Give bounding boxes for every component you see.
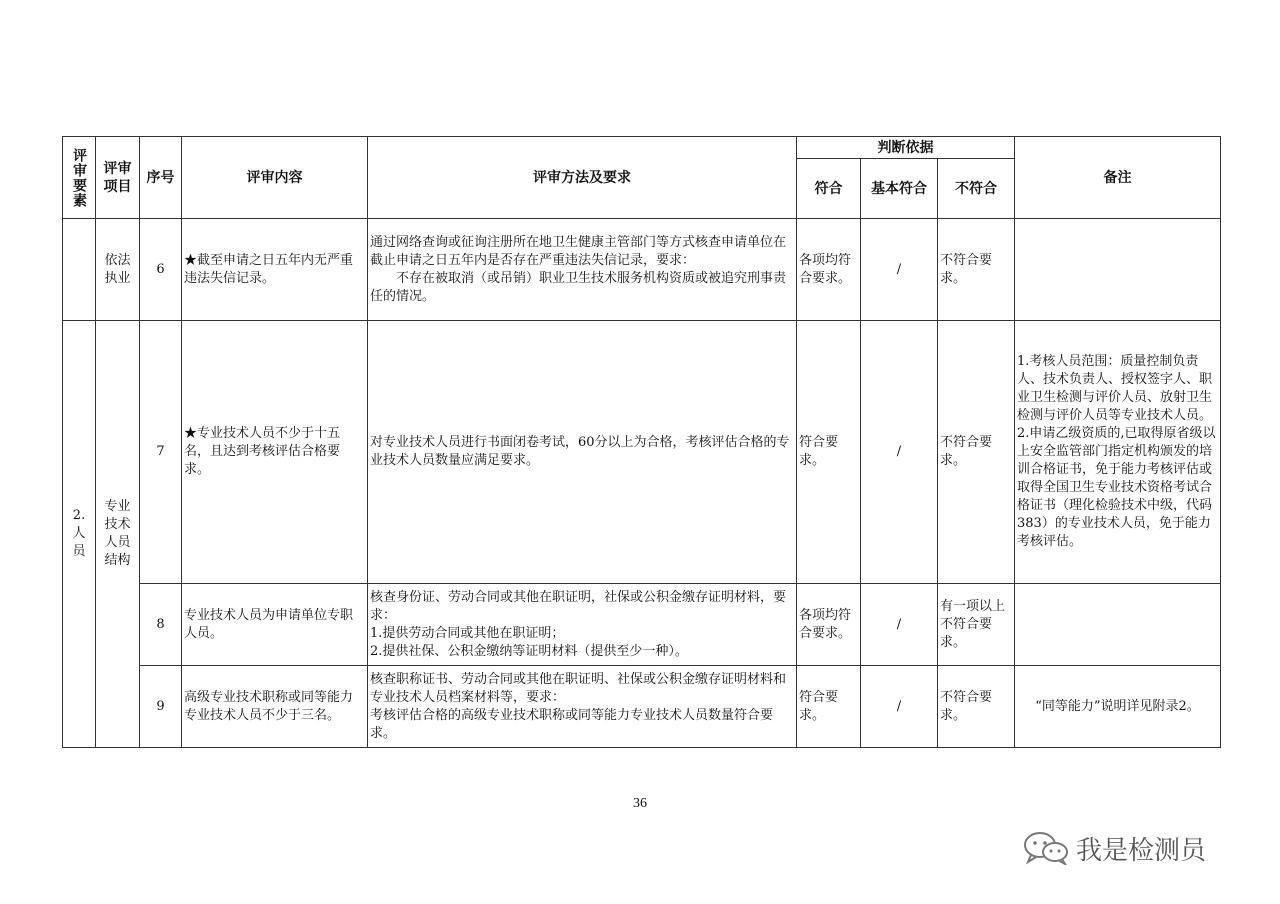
row7-method: 对专业技术人员进行书面闭卷考试，60分以上为合格，考核评估合格的专业技术人员数量应满足要求。 bbox=[368, 321, 797, 584]
header-element-text: 评审要素 bbox=[71, 147, 87, 208]
row8-seq: 8 bbox=[140, 584, 182, 666]
row9-remark: “同等能力”说明详见附录2。 bbox=[1015, 666, 1221, 748]
element-personnel-text: 2.人员 bbox=[72, 508, 86, 559]
row6-conform: 各项均符合要求。 bbox=[797, 219, 861, 321]
wechat-icon bbox=[1022, 831, 1070, 865]
header-basic-conform: 基本符合 bbox=[861, 159, 938, 219]
row9-nonconform: 不符合要求。 bbox=[938, 666, 1015, 748]
table-row bbox=[63, 666, 1221, 748]
row6-nonconform: 不符合要求。 bbox=[938, 219, 1015, 321]
row9-conform: 符合要求。 bbox=[797, 666, 861, 748]
row8-method-line: 1.提供劳动合同或其他在职证明； bbox=[370, 625, 565, 641]
row6-method-line: 不存在被取消（或吊销）职业卫生技术服务机构资质或被追究刑事责任的情况。 bbox=[370, 270, 787, 304]
row7-remark-line: 2.申请乙级资质的,已取得原省级以上安全监管部门指定机构颁发的培训合格证书，免于能力考核评估或取得全国卫生专业技术资格考试合格证书（理化检验技术中级，代码383）的专业技术人员，免于能力考核评估。 bbox=[1017, 426, 1216, 549]
row9-content: 高级专业技术职称或同等能力专业技术人员不少于三名。 bbox=[182, 666, 368, 748]
row6-item-text: 依法执业 bbox=[104, 252, 131, 286]
header-remark: 备注 bbox=[1015, 137, 1221, 219]
header-method: 评审方法及要求 bbox=[368, 137, 797, 219]
element-personnel bbox=[63, 321, 96, 748]
header-conform: 符合 bbox=[797, 159, 861, 219]
row8-basic: / bbox=[861, 584, 938, 666]
row7-basic: / bbox=[861, 321, 938, 584]
row6-seq: 6 bbox=[140, 219, 182, 321]
row8-remark bbox=[1015, 584, 1221, 666]
row6-basic: / bbox=[861, 219, 938, 321]
row6-content: ★截至申请之日五年内无严重违法失信记录。 bbox=[182, 219, 368, 321]
row7-remark-line: 1.考核人员范围：质量控制负责人、技术负责人、授权签字人、职业卫生检测与评价人员、放射卫生检测与评价人员等专业技术人员。 bbox=[1017, 354, 1213, 423]
table-row bbox=[63, 321, 1221, 584]
row9-method bbox=[368, 666, 797, 748]
header-item bbox=[96, 137, 140, 219]
row6-element bbox=[63, 219, 96, 321]
row7-conform: 符合要求。 bbox=[797, 321, 861, 584]
item-personnel-structure bbox=[96, 321, 140, 748]
header-nonconform: 不符合 bbox=[938, 159, 1015, 219]
row9-basic: / bbox=[861, 666, 938, 748]
row8-method-line: 2.提供社保、公积金缴纳等证明材料（提供至少一种）。 bbox=[370, 643, 688, 659]
row7-seq: 7 bbox=[140, 321, 182, 584]
row9-seq: 9 bbox=[140, 666, 182, 748]
row7-remark bbox=[1015, 321, 1221, 584]
row8-conform: 各项均符合要求。 bbox=[797, 584, 861, 666]
page-number: 36 bbox=[633, 796, 647, 811]
row8-nonconform: 有一项以上不符合要求。 bbox=[938, 584, 1015, 666]
evaluation-table bbox=[62, 136, 1221, 748]
row9-method-line: 考核评估合格的高级专业技术职称或同等能力专业技术人员数量符合要求。 bbox=[370, 707, 774, 741]
header-element bbox=[63, 137, 96, 219]
row6-remark bbox=[1015, 219, 1221, 321]
row8-content: 专业技术人员为申请单位专职人员。 bbox=[182, 584, 368, 666]
header-basis: 判断依据 bbox=[797, 137, 1015, 159]
row8-method bbox=[368, 584, 797, 666]
row6-method bbox=[368, 219, 797, 321]
header-content: 评审内容 bbox=[182, 137, 368, 219]
row9-method-line: 核查职称证书、劳动合同或其他在职证明、社保或公积金缴存证明材料和专业技术人员档案材料等，要求： bbox=[370, 671, 787, 705]
row7-content: ★专业技术人员不少于十五名，且达到考核评估合格要求。 bbox=[182, 321, 368, 584]
watermark bbox=[1022, 828, 1206, 868]
row7-nonconform: 不符合要求。 bbox=[938, 321, 1015, 584]
header-seq: 序号 bbox=[140, 137, 182, 219]
table-row bbox=[63, 584, 1221, 666]
row8-method-line: 核查身份证、劳动合同或其他在职证明，社保或公积金缴存证明材料，要求： bbox=[370, 589, 787, 623]
row6-method-line: 通过网络查询或征询注册所在地卫生健康主管部门等方式核查申请单位在截止申请之日五年内是否存在严重违法失信记录，要求： bbox=[370, 234, 787, 268]
header-item-text: 评审项目 bbox=[103, 160, 132, 195]
item-personnel-structure-text: 专业技术人员结构 bbox=[104, 499, 131, 568]
table-row bbox=[63, 219, 1221, 321]
watermark-text: 我是检测员 bbox=[1076, 835, 1207, 866]
row6-item bbox=[96, 219, 140, 321]
